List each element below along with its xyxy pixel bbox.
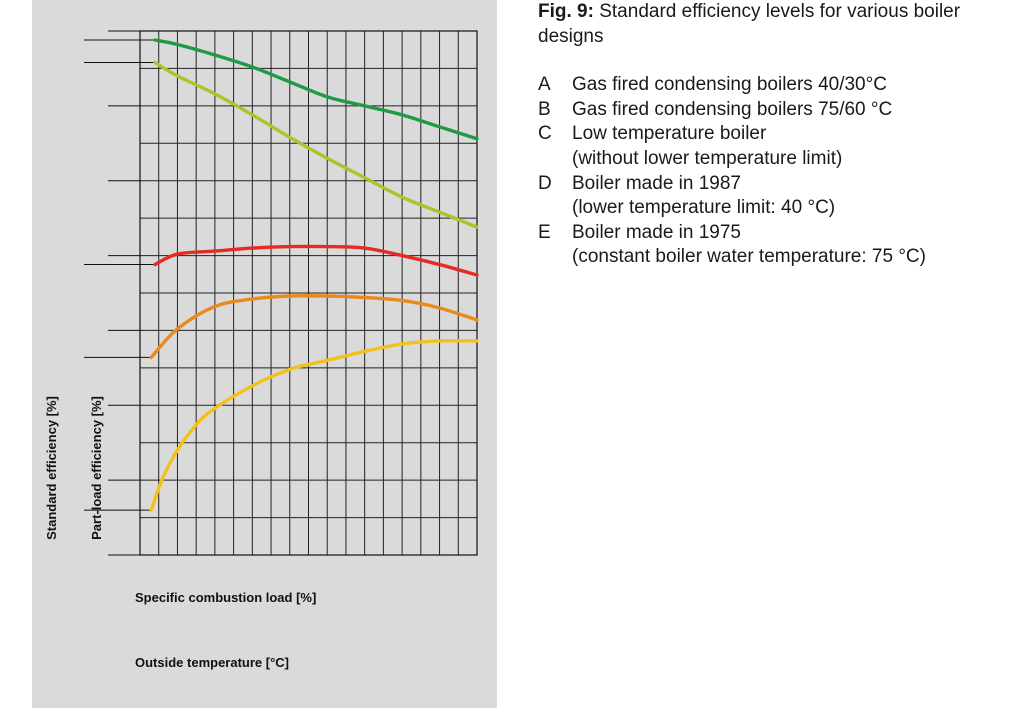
series-line-c xyxy=(155,246,477,275)
legend-item xyxy=(538,98,1008,123)
secondary-y-axis-label: Standard efficiency [%] xyxy=(44,396,59,540)
figure-separator: : xyxy=(587,1,594,22)
legend-letter: B xyxy=(538,98,551,120)
series-line-d xyxy=(151,296,477,358)
legend-text xyxy=(572,73,1008,98)
legend-letter: D xyxy=(538,172,552,194)
legend-text-line: Gas fired condensing boilers 75/60 °C xyxy=(572,98,893,120)
legend-item xyxy=(538,122,1008,171)
series-lines xyxy=(151,40,477,510)
legend-text-line: Gas fired condensing boilers 40/30°C xyxy=(572,74,887,96)
legend-text xyxy=(572,221,1008,270)
legend-text-line: (without lower temperature limit) xyxy=(572,147,843,169)
legend-text-line: (constant boiler water temperature: 75 °C) xyxy=(572,246,926,268)
secondary-x-axis-label: Outside temperature [°C] xyxy=(135,655,290,670)
y-tick-labels xyxy=(108,31,140,555)
legend-item xyxy=(538,172,1008,221)
chart-grid xyxy=(140,31,477,555)
figure-caption xyxy=(538,0,1008,270)
figure-label xyxy=(538,1,594,22)
figure-number: Fig. 9 xyxy=(538,1,588,22)
y-axis-label: Part-load efficiency [%] xyxy=(89,396,104,540)
series-line-e xyxy=(151,341,477,510)
legend-letter: A xyxy=(538,74,551,96)
legend-text xyxy=(572,172,1008,221)
figure-title xyxy=(538,0,1008,49)
legend-item xyxy=(538,73,1008,98)
legend-text xyxy=(572,122,1008,171)
series-line-b xyxy=(155,62,477,227)
legend xyxy=(538,73,1008,270)
legend-text-line: (lower temperature limit: 40 °C) xyxy=(572,197,836,219)
figure-title-text: Standard efficiency levels for various boiler designs xyxy=(538,1,961,47)
legend-letter: E xyxy=(538,221,551,243)
legend-text-line: Boiler made in 1987 xyxy=(572,172,741,194)
efficiency-chart xyxy=(0,0,500,722)
legend-text-line: Low temperature boiler xyxy=(572,123,767,145)
legend-item xyxy=(538,221,1008,270)
legend-text xyxy=(572,98,1008,123)
legend-text-line: Boiler made in 1975 xyxy=(572,221,741,243)
legend-letter: C xyxy=(538,123,552,145)
x-axis-label: Specific combustion load [%] xyxy=(135,590,317,605)
